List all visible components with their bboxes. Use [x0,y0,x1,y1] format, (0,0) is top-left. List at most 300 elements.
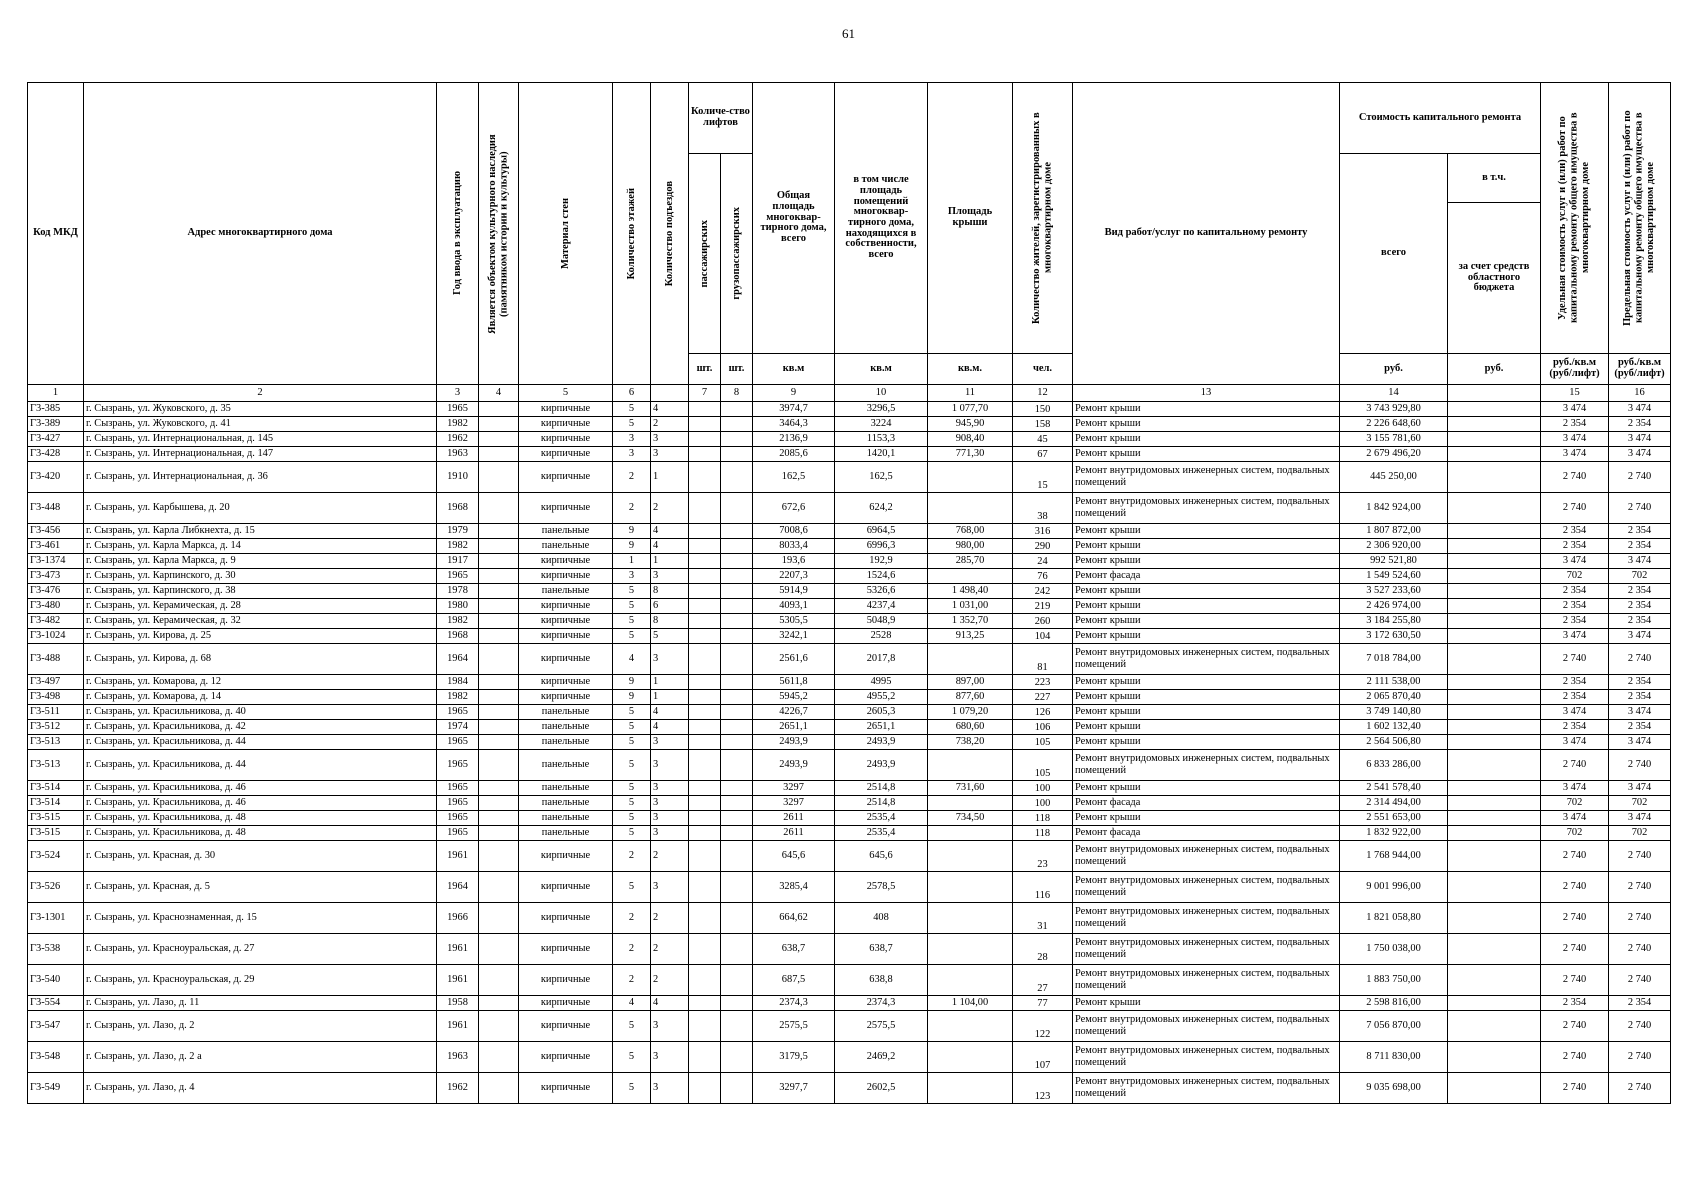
cell-year: 1980 [437,599,479,614]
cell-floors: 9 [613,690,651,705]
cell-floors: 9 [613,524,651,539]
cell-cost-regional [1448,569,1541,584]
cell-heritage [479,584,519,599]
cell-unit-cost: 3 474 [1541,735,1609,750]
cell-code: Г3-476 [28,584,84,599]
cell-cost-regional [1448,781,1541,796]
cell-total-area: 3974,7 [753,402,835,417]
cell-residents: 104 [1013,629,1073,644]
cell-work-type: Ремонт внутридомовых инженерных систем, подвальных помещений [1073,1011,1340,1042]
cell-residents: 45 [1013,432,1073,447]
cell-roof-area [928,644,1013,675]
col-number: 4 [479,385,519,402]
cell-cost-regional [1448,705,1541,720]
header-cost-including: в т.ч. за счет средств областного бюджета [1448,154,1541,354]
cell-lifts-passenger [689,524,721,539]
col-number: 15 [1541,385,1609,402]
table-row [28,841,1671,872]
cell-total-area: 2575,5 [753,1011,835,1042]
cell-address: г. Сызрань, ул. Краснознаменная, д. 15 [84,903,437,934]
cell-residents: 67 [1013,447,1073,462]
cell-max-cost: 2 740 [1609,750,1671,781]
cell-lifts-cargo [721,629,753,644]
cell-wall-material: кирпичные [519,675,613,690]
table-row [28,996,1671,1011]
cell-address: г. Сызрань, ул. Карла Маркса, д. 14 [84,539,437,554]
cell-work-type: Ремонт крыши [1073,720,1340,735]
cell-heritage [479,402,519,417]
cell-lifts-passenger [689,493,721,524]
cell-cost-total: 1 842 924,00 [1340,493,1448,524]
table-row [28,447,1671,462]
cell-owned-area: 645,6 [835,841,928,872]
cell-cost-total: 2 065 870,40 [1340,690,1448,705]
cell-work-type: Ремонт крыши [1073,781,1340,796]
col-number [1448,385,1541,402]
cell-floors: 2 [613,934,651,965]
cell-work-type: Ремонт фасада [1073,796,1340,811]
cell-cost-regional [1448,554,1541,569]
cell-owned-area: 4955,2 [835,690,928,705]
cell-roof-area [928,569,1013,584]
cell-cost-total: 1 883 750,00 [1340,965,1448,996]
cell-roof-area: 1 352,70 [928,614,1013,629]
cell-heritage [479,811,519,826]
cell-heritage [479,781,519,796]
cell-owned-area: 192,9 [835,554,928,569]
cell-lifts-cargo [721,811,753,826]
table-row [28,690,1671,705]
cell-heritage [479,690,519,705]
cell-unit-cost: 2 740 [1541,872,1609,903]
cell-floors: 3 [613,447,651,462]
cell-heritage [479,934,519,965]
cell-code: Г3-515 [28,811,84,826]
cell-code: Г3-456 [28,524,84,539]
cell-roof-area [928,1042,1013,1073]
cell-total-area: 193,6 [753,554,835,569]
cell-address: г. Сызрань, ул. Карла Либкнехта, д. 15 [84,524,437,539]
header-max-cost: Предельная стоимость услуг и (или) работ по капитальному ремонту общего имущества в многоквартирном доме [1609,83,1671,354]
cell-unit-cost: 2 740 [1541,965,1609,996]
cell-wall-material: кирпичные [519,493,613,524]
cell-lifts-cargo [721,447,753,462]
cell-address: г. Сызрань, ул. Карпинского, д. 30 [84,569,437,584]
cell-work-type: Ремонт крыши [1073,554,1340,569]
cell-cost-total: 1 750 038,00 [1340,934,1448,965]
cell-heritage [479,462,519,493]
cell-lifts-cargo [721,781,753,796]
cell-entrances: 1 [651,690,689,705]
cell-total-area: 3179,5 [753,1042,835,1073]
cell-total-area: 3285,4 [753,872,835,903]
col-number: 11 [928,385,1013,402]
cell-code: Г3-514 [28,796,84,811]
cell-year: 1962 [437,1073,479,1104]
cell-address: г. Сызрань, ул. Карла Маркса, д. 9 [84,554,437,569]
cell-cost-total: 2 111 538,00 [1340,675,1448,690]
cell-residents: 107 [1013,1042,1073,1073]
table-row [28,720,1671,735]
col-number: 2 [84,385,437,402]
header-residents: Количество жителей, зарегистрированных в многоквартирном доме [1013,83,1073,354]
cell-address: г. Сызрань, ул. Кирова, д. 25 [84,629,437,644]
cell-unit-cost: 2 354 [1541,996,1609,1011]
cell-floors: 2 [613,965,651,996]
cell-total-area: 162,5 [753,462,835,493]
cell-heritage [479,841,519,872]
cell-cost-regional [1448,934,1541,965]
cell-owned-area: 3296,5 [835,402,928,417]
cell-max-cost: 3 474 [1609,811,1671,826]
cell-heritage [479,750,519,781]
cell-residents: 150 [1013,402,1073,417]
cell-cost-regional [1448,841,1541,872]
cell-owned-area: 408 [835,903,928,934]
cell-residents: 122 [1013,1011,1073,1042]
cell-roof-area: 285,70 [928,554,1013,569]
cell-heritage [479,599,519,614]
cell-roof-area [928,1073,1013,1104]
cell-residents: 123 [1013,1073,1073,1104]
cell-year: 1961 [437,841,479,872]
cell-cost-regional [1448,720,1541,735]
cell-owned-area: 2578,5 [835,872,928,903]
cell-total-area: 2561,6 [753,644,835,675]
cell-floors: 5 [613,781,651,796]
cell-work-type: Ремонт внутридомовых инженерных систем, подвальных помещений [1073,965,1340,996]
cell-lifts-passenger [689,690,721,705]
cell-cost-total: 3 184 255,80 [1340,614,1448,629]
cell-cost-regional [1448,1011,1541,1042]
cell-total-area: 7008,6 [753,524,835,539]
unit-people: чел. [1013,354,1073,385]
cell-residents: 316 [1013,524,1073,539]
cell-unit-cost: 3 474 [1541,629,1609,644]
cell-wall-material: панельные [519,826,613,841]
cell-floors: 9 [613,675,651,690]
cell-roof-area [928,750,1013,781]
cell-cost-total: 2 226 648,60 [1340,417,1448,432]
cell-wall-material: панельные [519,811,613,826]
cell-total-area: 3297 [753,796,835,811]
cell-unit-cost: 2 354 [1541,690,1609,705]
cell-code: Г3-1374 [28,554,84,569]
col-number: 14 [1340,385,1448,402]
cell-lifts-cargo [721,402,753,417]
cell-entrances: 2 [651,841,689,872]
header-entrances: Количество подъездов [651,83,689,385]
cell-cost-total: 2 564 506,80 [1340,735,1448,750]
cell-wall-material: панельные [519,781,613,796]
cell-total-area: 3242,1 [753,629,835,644]
cell-work-type: Ремонт внутридомовых инженерных систем, подвальных помещений [1073,1042,1340,1073]
cell-residents: 27 [1013,965,1073,996]
cell-year: 1979 [437,524,479,539]
cell-code: Г3-547 [28,1011,84,1042]
cell-wall-material: кирпичные [519,462,613,493]
cell-max-cost: 2 740 [1609,872,1671,903]
cell-residents: 158 [1013,417,1073,432]
cell-floors: 5 [613,1042,651,1073]
cell-heritage [479,417,519,432]
cell-heritage [479,569,519,584]
table-row [28,750,1671,781]
cell-year: 1965 [437,705,479,720]
cell-roof-area [928,493,1013,524]
cell-roof-area [928,965,1013,996]
cell-year: 1968 [437,493,479,524]
cell-wall-material: панельные [519,796,613,811]
cell-residents: 106 [1013,720,1073,735]
col-number: 9 [753,385,835,402]
cell-cost-total: 3 743 929,80 [1340,402,1448,417]
cell-entrances: 8 [651,584,689,599]
cell-lifts-cargo [721,1011,753,1042]
cell-max-cost: 2 354 [1609,996,1671,1011]
cell-work-type: Ремонт внутридомовых инженерных систем, подвальных помещений [1073,872,1340,903]
cell-lifts-passenger [689,811,721,826]
cell-cost-total: 445 250,00 [1340,462,1448,493]
cell-work-type: Ремонт крыши [1073,599,1340,614]
cell-wall-material: панельные [519,584,613,599]
cell-work-type: Ремонт крыши [1073,629,1340,644]
cell-max-cost: 2 354 [1609,690,1671,705]
cell-wall-material: кирпичные [519,599,613,614]
cell-wall-material: панельные [519,750,613,781]
cell-year: 1965 [437,811,479,826]
cell-lifts-passenger [689,826,721,841]
table-row [28,903,1671,934]
cell-cost-regional [1448,996,1541,1011]
cell-work-type: Ремонт внутридомовых инженерных систем, подвальных помещений [1073,493,1340,524]
cell-heritage [479,826,519,841]
cell-year: 1965 [437,402,479,417]
cell-address: г. Сызрань, ул. Лазо, д. 11 [84,996,437,1011]
cell-work-type: Ремонт внутридомовых инженерных систем, подвальных помещений [1073,750,1340,781]
cell-owned-area: 2535,4 [835,811,928,826]
header-floors: Количество этажей [613,83,651,385]
cell-work-type: Ремонт крыши [1073,614,1340,629]
cell-lifts-passenger [689,903,721,934]
cell-lifts-cargo [721,1073,753,1104]
cell-roof-area [928,796,1013,811]
page-number: 61 [842,26,855,41]
cell-code: Г3-482 [28,614,84,629]
cell-lifts-passenger [689,934,721,965]
cell-total-area: 2374,3 [753,996,835,1011]
table-row [28,872,1671,903]
cell-unit-cost: 2 354 [1541,584,1609,599]
cell-max-cost: 3 474 [1609,705,1671,720]
cell-year: 1961 [437,934,479,965]
cell-year: 1974 [437,720,479,735]
table-row [28,1042,1671,1073]
cell-entrances: 4 [651,524,689,539]
cell-lifts-cargo [721,735,753,750]
cell-cost-total: 7 018 784,00 [1340,644,1448,675]
cell-lifts-cargo [721,524,753,539]
cell-address: г. Сызрань, ул. Комарова, д. 12 [84,675,437,690]
cell-cost-regional [1448,584,1541,599]
cell-floors: 1 [613,554,651,569]
cell-entrances: 3 [651,1073,689,1104]
cell-floors: 5 [613,750,651,781]
cell-total-area: 2611 [753,826,835,841]
cell-lifts-cargo [721,826,753,841]
table-row [28,599,1671,614]
cell-lifts-passenger [689,569,721,584]
cell-address: г. Сызрань, ул. Красильникова, д. 46 [84,781,437,796]
cell-code: Г3-1024 [28,629,84,644]
cell-lifts-cargo [721,675,753,690]
cell-cost-total: 6 833 286,00 [1340,750,1448,781]
cell-residents: 105 [1013,750,1073,781]
cell-lifts-cargo [721,599,753,614]
cell-unit-cost: 2 740 [1541,462,1609,493]
cell-heritage [479,1011,519,1042]
cell-address: г. Сызрань, ул. Красильникова, д. 42 [84,720,437,735]
cell-floors: 3 [613,432,651,447]
table-row [28,644,1671,675]
cell-roof-area: 897,00 [928,675,1013,690]
unit-pcs-cargo: шт. [721,354,753,385]
cell-unit-cost: 2 740 [1541,644,1609,675]
cell-roof-area: 771,30 [928,447,1013,462]
cell-max-cost: 2 740 [1609,1073,1671,1104]
cell-year: 1965 [437,826,479,841]
cell-heritage [479,432,519,447]
cell-total-area: 2493,9 [753,735,835,750]
cell-address: г. Сызрань, ул. Карбышева, д. 20 [84,493,437,524]
cell-address: г. Сызрань, ул. Интернациональная, д. 36 [84,462,437,493]
cell-address: г. Сызрань, ул. Красильникова, д. 46 [84,796,437,811]
cell-work-type: Ремонт внутридомовых инженерных систем, подвальных помещений [1073,644,1340,675]
unit-rub-regional: руб. [1448,354,1541,385]
cell-floors: 9 [613,539,651,554]
cell-heritage [479,872,519,903]
cell-code: Г3-549 [28,1073,84,1104]
cell-code: Г3-526 [28,872,84,903]
header-owned-area: в том числе площадь помещений многоквар-тирного дома, находящихся в собственности, всего [835,83,928,354]
cell-max-cost: 3 474 [1609,735,1671,750]
cell-work-type: Ремонт крыши [1073,811,1340,826]
cell-year: 1984 [437,675,479,690]
cell-work-type: Ремонт крыши [1073,690,1340,705]
cell-wall-material: кирпичные [519,1073,613,1104]
unit-rub-per-sqm: руб./кв.м (руб/лифт) [1541,354,1609,385]
cell-lifts-cargo [721,569,753,584]
cell-lifts-passenger [689,417,721,432]
cell-max-cost: 2 740 [1609,1011,1671,1042]
cell-address: г. Сызрань, ул. Интернациональная, д. 145 [84,432,437,447]
header-roof-area: Площадь крыши [928,83,1013,354]
cell-lifts-passenger [689,644,721,675]
cell-owned-area: 2528 [835,629,928,644]
cell-max-cost: 2 740 [1609,841,1671,872]
cell-address: г. Сызрань, ул. Кирова, д. 68 [84,644,437,675]
cell-floors: 5 [613,1011,651,1042]
cell-entrances: 3 [651,569,689,584]
cell-cost-total: 1 768 944,00 [1340,841,1448,872]
table-row [28,432,1671,447]
cell-heritage [479,903,519,934]
cell-heritage [479,493,519,524]
cell-lifts-cargo [721,705,753,720]
cell-heritage [479,705,519,720]
cell-cost-regional [1448,965,1541,996]
cell-cost-total: 3 749 140,80 [1340,705,1448,720]
cell-entrances: 3 [651,1011,689,1042]
cell-total-area: 3464,3 [753,417,835,432]
cell-unit-cost: 3 474 [1541,554,1609,569]
cell-address: г. Сызрань, ул. Керамическая, д. 32 [84,614,437,629]
cell-roof-area [928,934,1013,965]
cell-address: г. Сызрань, ул. Красильникова, д. 44 [84,735,437,750]
cell-roof-area: 1 031,00 [928,599,1013,614]
cell-entrances: 3 [651,1042,689,1073]
cell-total-area: 5945,2 [753,690,835,705]
unit-rub-per-sqm-max: руб./кв.м (руб/лифт) [1609,354,1671,385]
cell-lifts-passenger [689,872,721,903]
cell-cost-total: 2 314 494,00 [1340,796,1448,811]
cell-total-area: 8033,4 [753,539,835,554]
cell-entrances: 3 [651,432,689,447]
table-row [28,584,1671,599]
cell-max-cost: 3 474 [1609,629,1671,644]
cell-roof-area: 1 077,70 [928,402,1013,417]
cell-max-cost: 2 740 [1609,493,1671,524]
cell-entrances: 3 [651,826,689,841]
cell-entrances: 4 [651,402,689,417]
cell-cost-total: 3 155 781,60 [1340,432,1448,447]
cell-year: 1982 [437,690,479,705]
cell-heritage [479,644,519,675]
cell-wall-material: кирпичные [519,903,613,934]
cell-lifts-passenger [689,539,721,554]
cell-max-cost: 3 474 [1609,781,1671,796]
cell-max-cost: 2 740 [1609,1042,1671,1073]
header-code: Код МКД [28,83,84,385]
cell-total-area: 2611 [753,811,835,826]
cell-owned-area: 1153,3 [835,432,928,447]
cell-owned-area: 2605,3 [835,705,928,720]
cell-address: г. Сызрань, ул. Лазо, д. 4 [84,1073,437,1104]
cell-residents: 219 [1013,599,1073,614]
cell-floors: 5 [613,811,651,826]
cell-lifts-cargo [721,539,753,554]
cell-total-area: 3297 [753,781,835,796]
cell-entrances: 3 [651,644,689,675]
cell-unit-cost: 2 740 [1541,934,1609,965]
cell-lifts-cargo [721,750,753,781]
cell-total-area: 5611,8 [753,675,835,690]
cell-residents: 290 [1013,539,1073,554]
header-lifts-cargo: грузопассажирских [721,154,753,354]
cell-total-area: 5305,5 [753,614,835,629]
cell-year: 1963 [437,1042,479,1073]
cell-code: Г3-420 [28,462,84,493]
cell-residents: 15 [1013,462,1073,493]
cell-lifts-cargo [721,644,753,675]
cell-cost-total: 3 527 233,60 [1340,584,1448,599]
cell-roof-area [928,462,1013,493]
cell-year: 1965 [437,796,479,811]
cell-entrances: 3 [651,811,689,826]
cell-total-area: 2207,3 [753,569,835,584]
cell-residents: 76 [1013,569,1073,584]
header-lifts: Количе-ство лифтов [689,83,753,154]
